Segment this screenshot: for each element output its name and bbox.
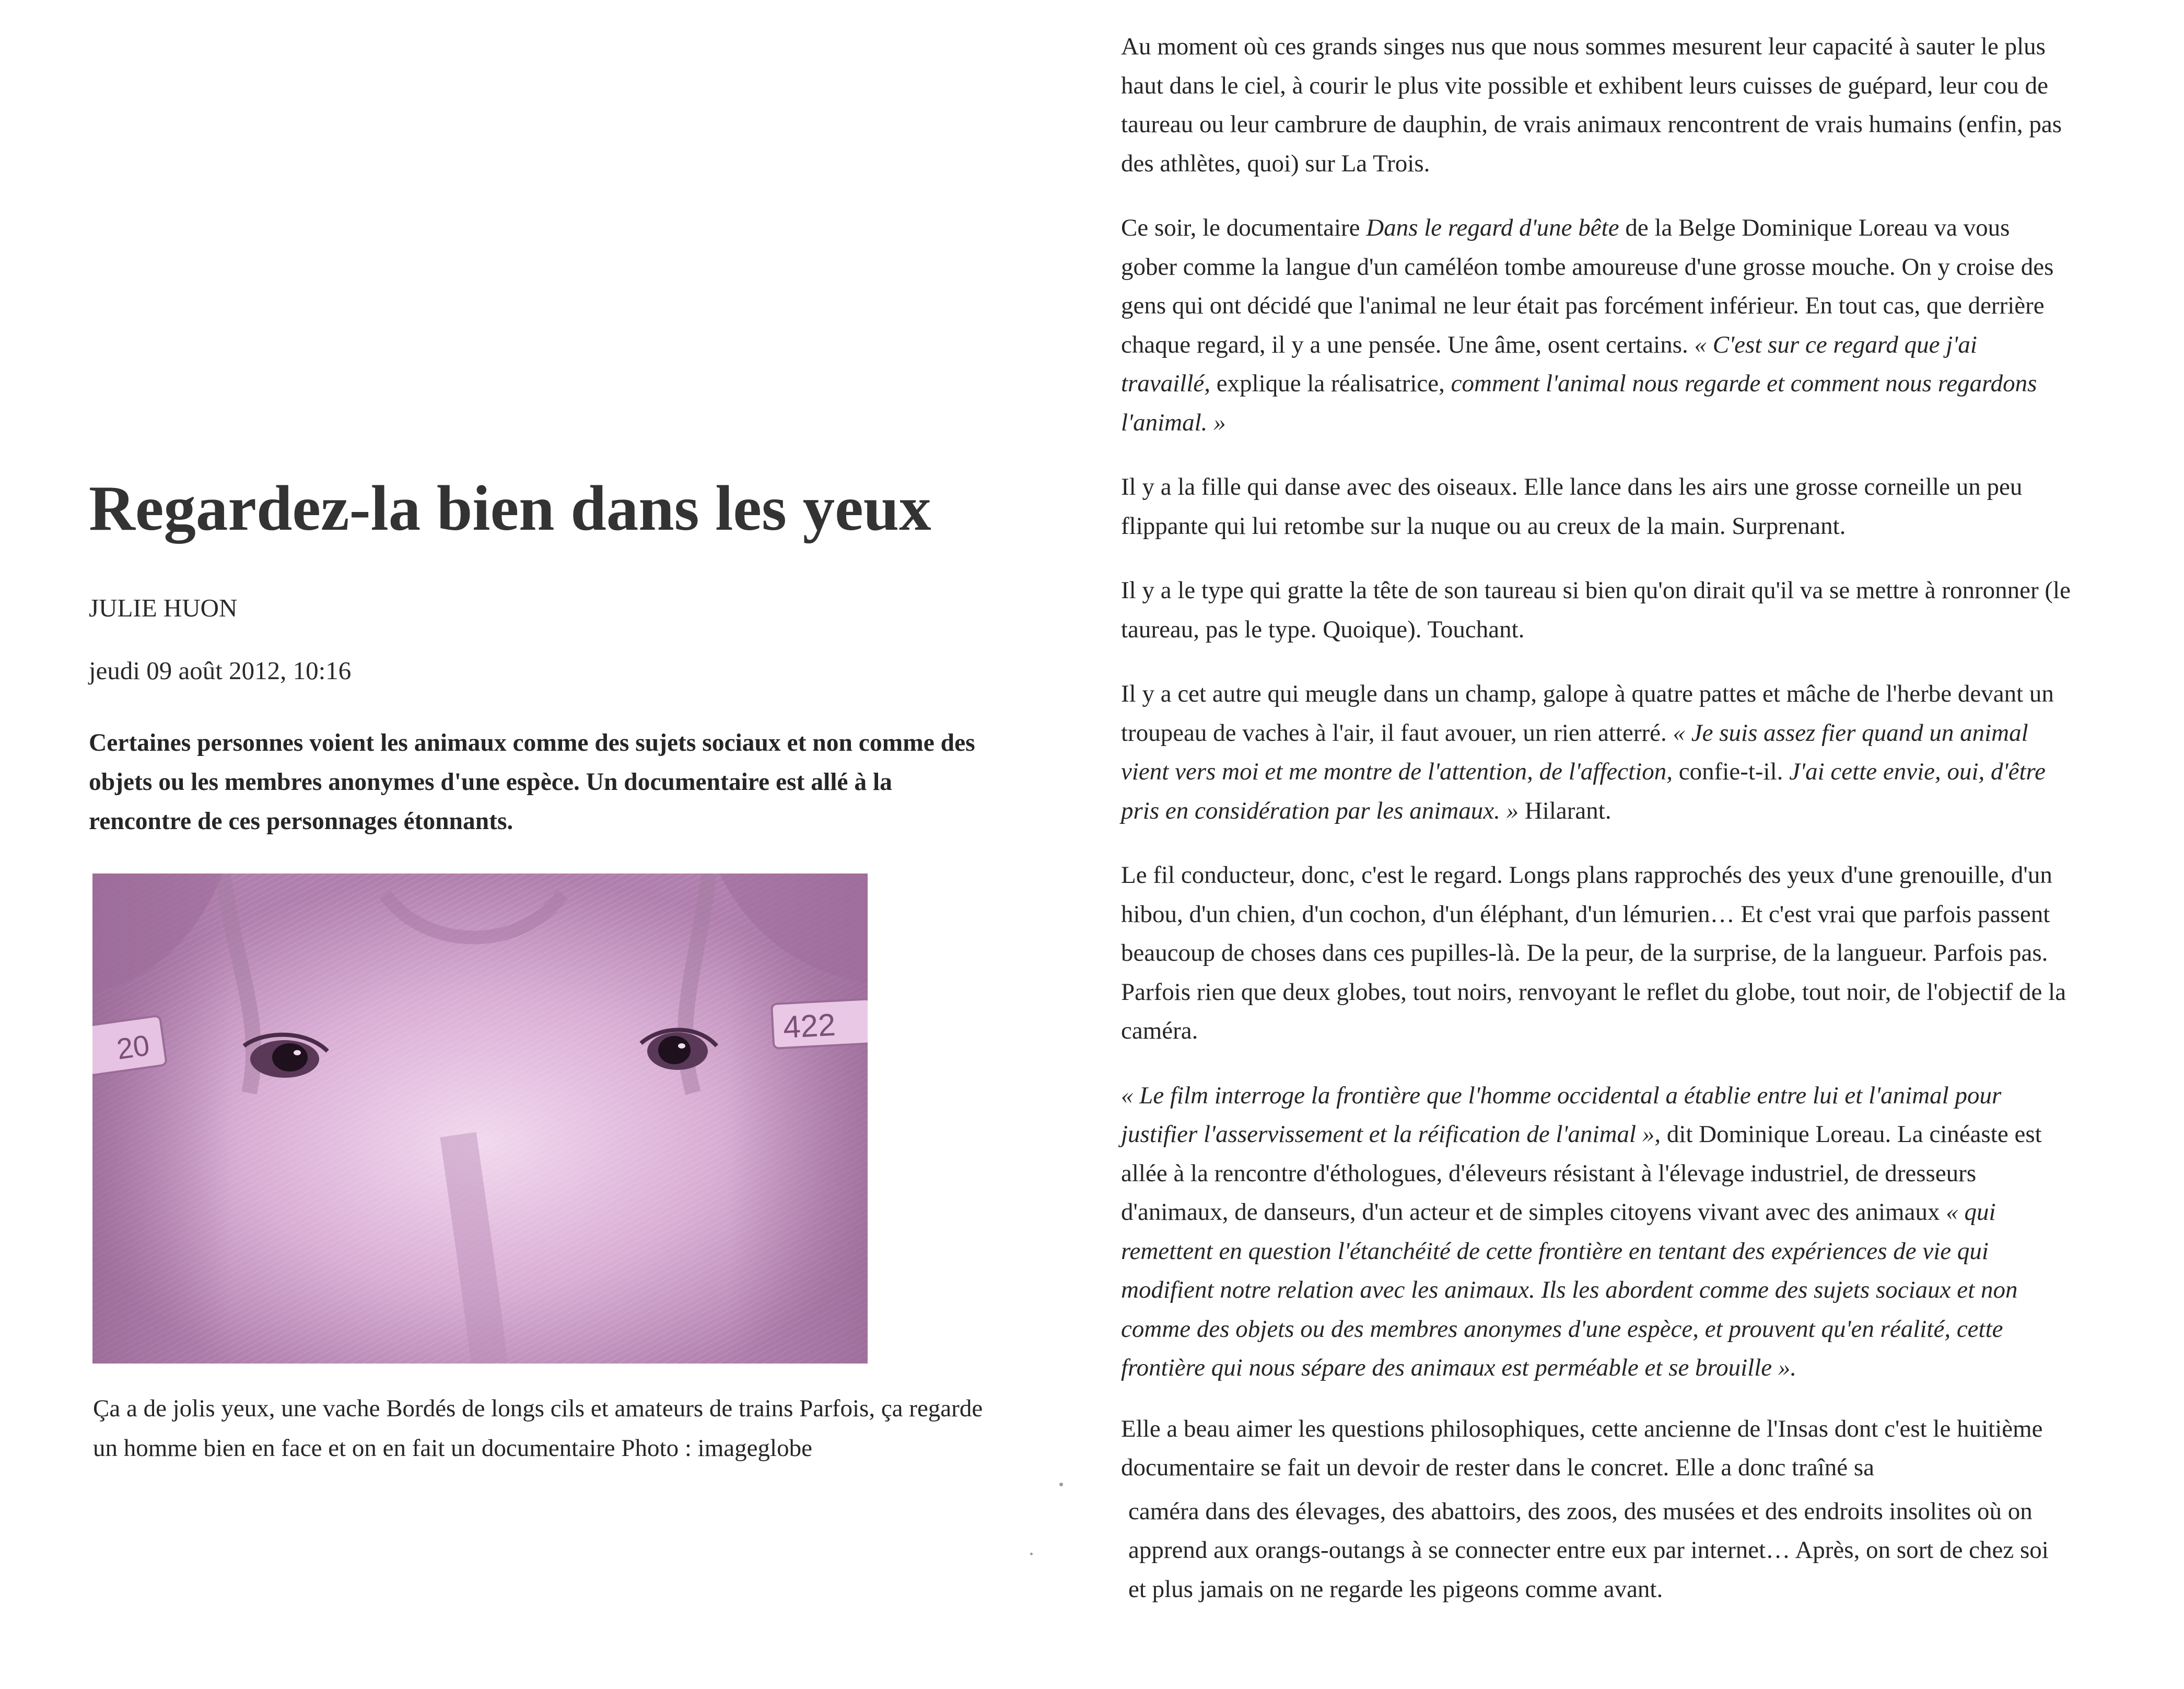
body-text: dit Dominique Loreau. La cinéaste est allée à la rencontre d'éthologues, d'éleveurs résistant à l'élevage industriel, de dresseurs d'animaux, de danseurs, d'un acteur et de simples citoyens vivant avec des animaux [1121, 1121, 2042, 1226]
body-paragraph-8: Elle a beau aimer les questions philosophiques, cette ancienne de l'Insas dont c'est le huitième documentaire se fait un devoir de rester dans le concret. Elle a donc traîné sa [1121, 1415, 2043, 1481]
body-paragraph-5 [1121, 674, 2072, 830]
article-date: jeudi 09 août 2012, 10:16 [89, 656, 352, 685]
body-text: confie-t-il. [1673, 758, 1790, 785]
quote: J'ai cette envie, oui, d'être pris en considération par les animaux. » [1121, 758, 2046, 824]
body-text: explique la réalisatrice, [1210, 370, 1451, 397]
film-title: Dans le regard d'une bête [1366, 214, 1619, 241]
body-paragraph-4: Il y a le type qui gratte la tête de son taureau si bien qu'on dirait qu'il va se mettre à ronronner (le taureau, pas le type. Quoique). Touchant. [1121, 577, 2071, 643]
ear-tag-left-icon [92, 1016, 167, 1076]
quote: comment l'animal nous regarde et comment nous regardons l'animal. » [1121, 370, 2037, 436]
article-lead: Certaines personnes voient les animaux comme des sujets sociaux et non comme des objets ou les membres anonymes d'une espèce. Un documentaire est allé à la rencontre de ces personnages étonnants. [89, 729, 975, 835]
article-author: JULIE HUON [89, 593, 238, 622]
body-paragraph-3: Il y a la fille qui danse avec des oiseaux. Elle lance dans les airs une grosse corneille un peu flippante qui lui retombe sur la nuque ou au creux de la main. Surprenant. [1121, 473, 2023, 540]
quote: « C'est sur ce regard que j'ai travaillé, [1121, 331, 1977, 397]
ear-tag-right-number: 422 [782, 1007, 837, 1045]
body-paragraph-7 [1121, 1076, 2072, 1388]
body-text: Hilarant. [1519, 797, 1611, 824]
body-text: de la Belge Dominique Loreau va vous gober comme la langue d'un caméléon tombe amoureuse d'une grosse mouche. On y croise des gens qui ont décidé que l'animal ne leur était pas forcément inférieur. En tout cas, que derrière chaque regard, il y a une pensée. Une âme, osent certains. [1121, 214, 2054, 358]
quote: « Je suis assez fier quand un animal vient vers moi et me montre de l'attention, de l'affection, [1121, 719, 2028, 785]
body-paragraph-1: Au moment où ces grands singes nus que nous sommes mesurent leur capacité à sauter le plus haut dans le ciel, à courir le plus vite possible et exhibent leurs cuisses de guépard, leur cou de taureau ou leur cambrure de dauphin, de vrais animaux rencontrent de vrais humains (enfin, pas des athlètes, quoi) sur La Trois. [1121, 33, 2062, 177]
scan-speck [1030, 1553, 1033, 1555]
scan-speck [1059, 1483, 1063, 1486]
body-paragraph-9: caméra dans des élevages, des abattoirs, des zoos, des musées et des endroits insolites où on apprend aux orangs-outangs à se connecter entre eux par internet… Après, on sort de chez soi et plus jamais on ne regarde les pigeons comme avant. [1128, 1497, 2049, 1603]
body-paragraph-6: Le fil conducteur, donc, c'est le regard. Longs plans rapprochés des yeux d'une grenouille, d'un hibou, d'un chien, d'un cochon, d'un éléphant, d'un lémurien… Et c'est vrai que parfois passent beaucoup de choses dans ces pupilles-là. De la peur, de la surprise, de la langueur. Parfois pas. Parfois rien que deux globes, tout noirs, renvoyant le reflet du globe, tout noir, de l'objectif de la caméra. [1121, 861, 2066, 1044]
quote: « qui remettent en question l'étanchéité de cette frontière en tentant des expériences de vie qui modifient notre relation avec les animaux. Ils les abordent comme des sujets sociaux et non comme des objets ou des membres anonymes d'une espèce, et prouvent qu'en réalité, cette frontière qui nous sépare des animaux est perméable et se brouille ». [1121, 1198, 2018, 1381]
body-text: Ce soir, le documentaire [1121, 214, 1367, 241]
article-body [1121, 27, 2072, 1609]
quote: « Le film interroge la frontière que l'homme occidental a établie entre lui et l'animal pour justifier l'asservissement et la réification de l'animal », [1121, 1081, 2002, 1148]
body-text: Il y a cet autre qui meugle dans un champ, galope à quatre pattes et mâche de l'herbe devant un troupeau de vaches à l'air, il faut avouer, un rien atterré. [1121, 680, 2054, 747]
cow-photo [92, 873, 868, 1364]
article-headline: Regardez-la bien dans les yeux [89, 472, 931, 544]
body-paragraph-2 [1121, 208, 2072, 442]
ear-tag-right-icon [772, 999, 868, 1049]
ear-tag-left-number: 20 [114, 1028, 151, 1066]
photo-caption: Ça a de jolis yeux, une vache Bordés de longs cils et amateurs de trains Parfois, ça regarde un homme bien en face et on en fait un documentaire Photo : imageglobe [93, 1395, 983, 1462]
